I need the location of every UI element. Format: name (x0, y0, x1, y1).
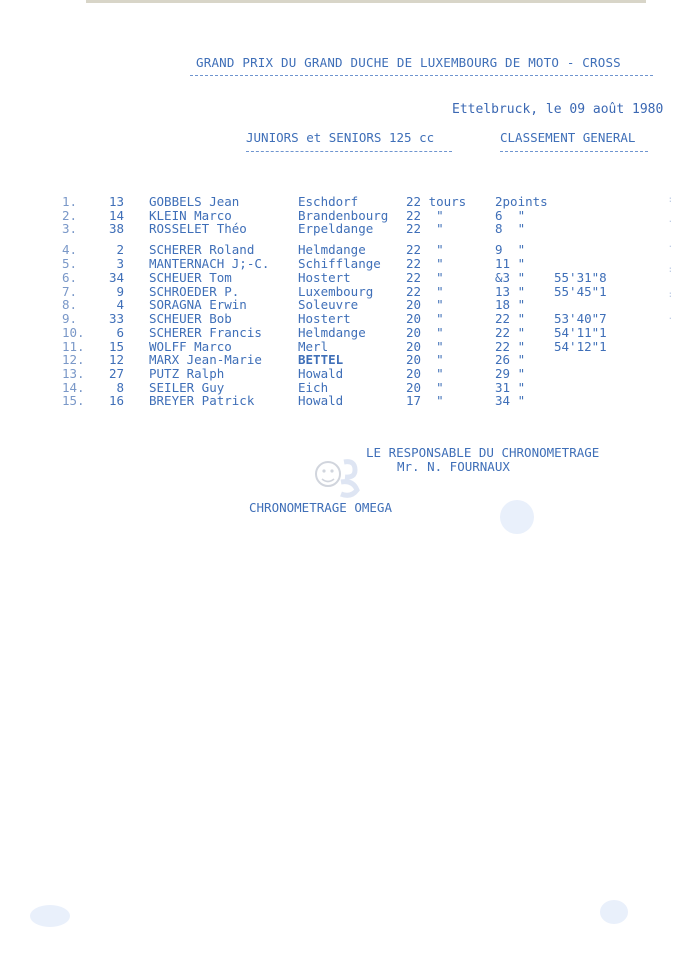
rider-name-cell: SCHERER Francis (149, 325, 262, 340)
time-cell: 53'40"7 (554, 311, 607, 326)
rank-cell: 11. (62, 339, 85, 354)
scan-stain (30, 905, 70, 927)
document-title: GRAND PRIX DU GRAND DUCHE DE LUXEMBOURG DE MOTO - CROSS (196, 55, 621, 70)
rider-name-cell: SCHEUER Bob (149, 311, 232, 326)
time-cell: 55'45"1 (554, 284, 607, 299)
rank-cell: 13. (62, 366, 85, 381)
number-cell: 16 (108, 393, 124, 408)
time-cell: 55'31"8 (554, 270, 607, 285)
rider-name-cell: WOLFF Marco (149, 339, 232, 354)
responsable-title: LE RESPONSABLE DU CHRONOMETRAGE (366, 445, 600, 460)
rank-cell: 9. (62, 311, 78, 326)
rider-name-cell: PUTZ Ralph (149, 366, 225, 381)
edge-mark: . (667, 312, 673, 322)
town-cell: Howald (298, 366, 344, 381)
town-cell: Helmdange (298, 325, 366, 340)
tours-cell: 22 " (406, 284, 444, 299)
rank-cell: 10. (62, 325, 85, 340)
number-cell: 3 (116, 256, 124, 271)
town-cell: Howald (298, 393, 344, 408)
tours-cell: 20 " (406, 380, 444, 395)
rank-cell: 2. (62, 208, 78, 223)
rider-name-cell: SCHEUER Tom (149, 270, 232, 285)
number-cell: 12 (108, 352, 124, 367)
tours-cell: 20 " (406, 297, 444, 312)
rider-name-cell: ROSSELET Théo (149, 221, 247, 236)
number-cell: 4 (116, 297, 124, 312)
rank-cell: 3. (62, 221, 78, 236)
town-cell: Schifflange (298, 256, 381, 271)
tours-cell: 22 " (406, 221, 444, 236)
stamp-logo-icon (311, 452, 363, 500)
number-cell: 33 (108, 311, 124, 326)
points-cell: 34 " (495, 393, 526, 408)
points-cell: 13 " (495, 284, 526, 299)
town-cell: Soleuvre (298, 297, 359, 312)
edge-mark: . (667, 215, 673, 225)
edge-mark: : (667, 290, 673, 300)
number-cell: 13 (108, 194, 124, 209)
number-cell: 34 (108, 270, 124, 285)
rider-name-cell: KLEIN Marco (149, 208, 232, 223)
tours-cell: 20 " (406, 366, 444, 381)
town-cell: Brandenbourg (298, 208, 389, 223)
rank-cell: 1. (62, 194, 78, 209)
scan-stain (600, 900, 628, 924)
rider-name-cell: GOBBELS Jean (149, 194, 240, 209)
tours-cell: 22 tours (406, 194, 467, 209)
rank-cell: 4. (62, 242, 78, 257)
number-cell: 14 (108, 208, 124, 223)
rider-name-cell: SCHERER Roland (149, 242, 255, 257)
town-cell: Erpeldange (298, 221, 374, 236)
category-underline (246, 151, 452, 152)
points-cell: 2points (495, 194, 548, 209)
rider-name-cell: MARX Jean-Marie (149, 352, 262, 367)
tours-cell: 20 " (406, 352, 444, 367)
edge-mark: : (667, 265, 673, 275)
points-cell: 18 " (495, 297, 526, 312)
tours-cell: 17 " (406, 393, 444, 408)
number-cell: 38 (108, 221, 124, 236)
points-cell: 22 " (495, 339, 526, 354)
chronometrage-line: CHRONOMETRAGE OMEGA (249, 500, 392, 515)
town-cell: Eich (298, 380, 329, 395)
scan-top-edge (86, 0, 646, 3)
town-cell: Helmdange (298, 242, 366, 257)
rank-cell: 8. (62, 297, 78, 312)
rank-cell: 6. (62, 270, 78, 285)
rank-cell: 12. (62, 352, 85, 367)
tours-cell: 22 " (406, 242, 444, 257)
points-cell: 29 " (495, 366, 526, 381)
rider-name-cell: SORAGNA Erwin (149, 297, 247, 312)
rider-name-cell: SEILER Guy (149, 380, 225, 395)
town-cell: BETTEL (298, 352, 344, 367)
points-cell: 6 " (495, 208, 526, 223)
title-underline (190, 75, 653, 76)
points-cell: 26 " (495, 352, 526, 367)
town-cell: Eschdorf (298, 194, 359, 209)
town-cell: Hostert (298, 311, 351, 326)
time-cell: 54'12"1 (554, 339, 607, 354)
town-cell: Merl (298, 339, 329, 354)
number-cell: 15 (108, 339, 124, 354)
edge-mark: . (667, 240, 673, 250)
tours-cell: 22 " (406, 270, 444, 285)
rank-cell: 5. (62, 256, 78, 271)
points-cell: 31 " (495, 380, 526, 395)
points-cell: 11 " (495, 256, 526, 271)
number-cell: 8 (116, 380, 124, 395)
rider-name-cell: SCHROEDER P. (149, 284, 240, 299)
classement-underline (500, 151, 648, 152)
place-date: Ettelbruck, le 09 août 1980 (452, 102, 664, 117)
edge-mark: : (667, 195, 673, 205)
points-cell: 9 " (495, 242, 526, 257)
classement-heading: CLASSEMENT GENERAL (500, 130, 636, 145)
points-cell: 22 " (495, 311, 526, 326)
tours-cell: 20 " (406, 339, 444, 354)
rank-cell: 14. (62, 380, 85, 395)
number-cell: 27 (108, 366, 124, 381)
town-cell: Hostert (298, 270, 351, 285)
tours-cell: 20 " (406, 311, 444, 326)
rider-name-cell: MANTERNACH J;-C. (149, 256, 270, 271)
tours-cell: 22 " (406, 256, 444, 271)
town-cell: Luxembourg (298, 284, 374, 299)
number-cell: 2 (116, 242, 124, 257)
tours-cell: 20 " (406, 325, 444, 340)
category-heading: JUNIORS et SENIORS 125 cc (246, 130, 435, 145)
rank-cell: 7. (62, 284, 78, 299)
points-cell: 8 " (495, 221, 526, 236)
time-cell: 54'11"1 (554, 325, 607, 340)
rider-name-cell: BREYER Patrick (149, 393, 255, 408)
number-cell: 9 (116, 284, 124, 299)
rank-cell: 15. (62, 393, 85, 408)
points-cell: 22 " (495, 325, 526, 340)
points-cell: &3 " (495, 270, 526, 285)
number-cell: 6 (116, 325, 124, 340)
responsable-name: Mr. N. FOURNAUX (397, 459, 510, 474)
tours-cell: 22 " (406, 208, 444, 223)
scan-stain (500, 500, 534, 534)
